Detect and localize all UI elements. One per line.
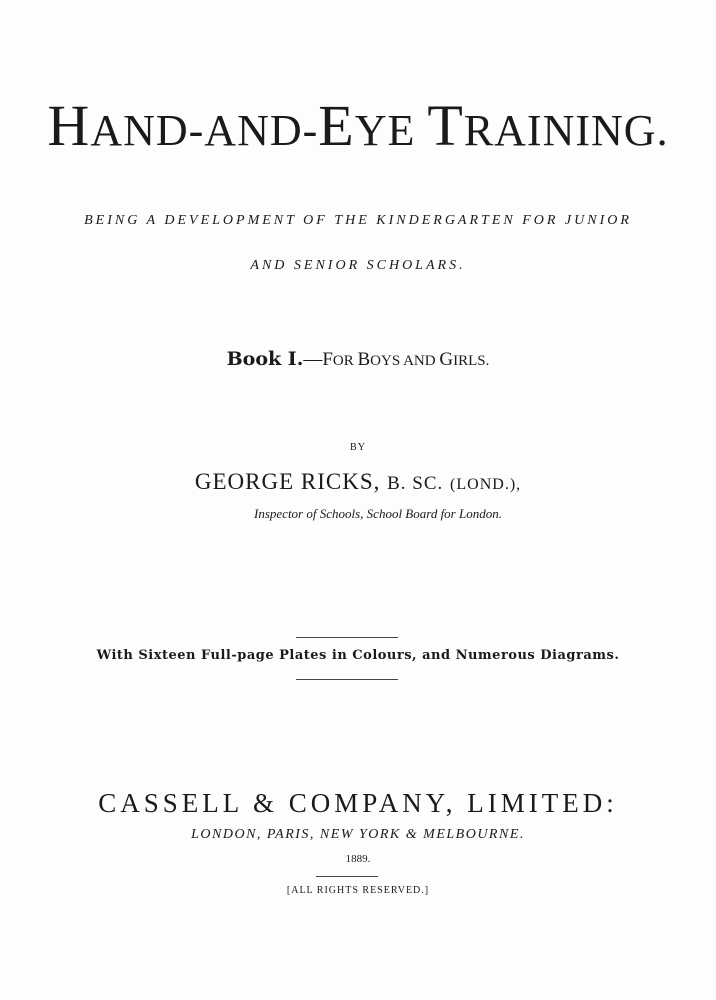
book-letter-b: B	[357, 349, 371, 370]
author-university: (LOND.),	[450, 476, 522, 493]
book-title	[0, 92, 716, 159]
book-number: Book I.	[226, 348, 304, 370]
book-part-or: OR	[332, 353, 358, 369]
title-letter-h: H	[47, 93, 91, 158]
divider-top	[296, 637, 398, 638]
publisher-name: CASSELL & COMPANY, LIMITED:	[98, 788, 618, 818]
author-name: GEORGE RICKS,	[194, 469, 381, 494]
author-degree: B. SC.	[387, 473, 444, 494]
plates-note: With Sixteen Full-page Plates in Colours, and Numerous Diagrams.	[96, 648, 620, 663]
author-line	[0, 469, 716, 495]
book-letter-f: F	[322, 349, 333, 370]
title-part-eye: YE	[354, 106, 428, 155]
book-dash: —	[303, 349, 323, 370]
author-position: Inspector of Schools, School Board for London.	[254, 506, 502, 521]
publication-year: 1889.	[345, 853, 371, 865]
title-letter-t: T	[427, 93, 464, 158]
divider-year	[316, 876, 378, 877]
title-letter-e: E	[318, 93, 355, 158]
divider-bottom	[296, 679, 398, 680]
rights-notice: [ALL RIGHTS RESERVED.]	[286, 885, 430, 896]
book-letter-g: G	[439, 349, 454, 370]
book-part-oys: OYS AND	[370, 353, 440, 369]
subtitle-line-1: BEING A DEVELOPMENT OF THE KINDERGARTEN FOR JUNIOR	[84, 213, 632, 228]
publisher-cities: LONDON, PARIS, NEW YORK & MELBOURNE.	[191, 827, 525, 842]
title-part-training: RAINING.	[463, 106, 669, 155]
book-heading	[0, 348, 716, 371]
by-label: BY	[350, 442, 366, 453]
subtitle-line-2: AND SENIOR SCHOLARS.	[250, 258, 466, 273]
book-part-irls: IRLS.	[453, 353, 490, 369]
title-part-and: AND-AND-	[90, 106, 319, 155]
